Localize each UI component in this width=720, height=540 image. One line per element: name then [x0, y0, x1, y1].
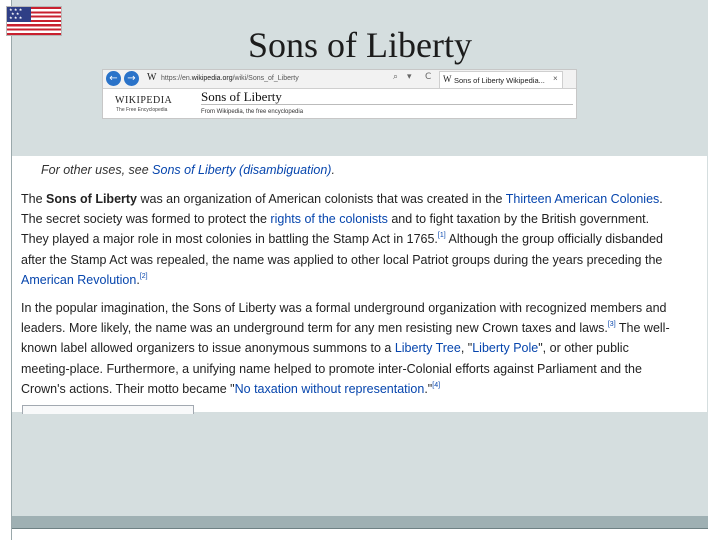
browser-toolbar [103, 70, 576, 89]
citation-1[interactable]: [1] [437, 232, 446, 240]
citation-4[interactable]: [4] [432, 381, 441, 389]
close-icon[interactable]: × [553, 74, 558, 83]
browser-screenshot [102, 69, 577, 119]
slide-bottom-bar [12, 516, 708, 528]
address-bar[interactable]: https://en.wikipedia.org/wiki/Sons_of_Liberty [161, 75, 299, 82]
no-taxation-link[interactable]: No taxation without representation [234, 381, 425, 396]
us-flag-icon: ★ ★ ★ ★ ★ ★ ★ ★ [6, 6, 62, 36]
liberty-tree-link[interactable]: Liberty Tree [394, 341, 461, 356]
citation-3[interactable]: [3] [607, 321, 616, 329]
slide-bottom-line [12, 528, 708, 529]
forward-arrow-icon[interactable]: → [124, 71, 139, 86]
paragraph-popular-imagination: In the popular imagination, the Sons of Liberty was a formal underground organization with recognized members and leaders. More likely, the name was an underground term for any men resisting new Crown taxes and laws.[3] The well- known label allowed organizers to issue anonymous summons to a Liberty Tree, "Liberty Pole", or other public meeting-place. Furthermore, a unifying name helped to promote inter-Colonial efforts against Parliament and the Crown's actions. Their motto became "No taxation without representation."[4] [21, 301, 670, 396]
citation-2[interactable]: [2] [139, 272, 148, 280]
browser-tab[interactable] [439, 71, 563, 88]
liberty-pole-link[interactable]: Liberty Pole [472, 341, 539, 356]
wikipedia-favicon-icon: W [147, 72, 157, 83]
from-wikipedia-note: From Wikipedia, the free encyclopedia [201, 109, 304, 115]
wikipedia-tagline: The Free Encyclopedia [116, 107, 168, 113]
hatnote: For other uses, see Sons of Liberty (disambiguation). [41, 163, 335, 177]
tab-title: Sons of Liberty Wikipedia... [454, 76, 545, 85]
dropdown-icon[interactable]: ▾ [407, 72, 412, 82]
american-revolution-link[interactable]: American Revolution [21, 272, 137, 287]
thirteen-colonies-link[interactable]: Thirteen American Colonies [505, 192, 660, 206]
rights-of-colonists-link[interactable]: rights of the colonists [270, 212, 388, 227]
slide-title: Sons of Liberty [248, 25, 472, 65]
article-body [12, 156, 707, 412]
infobox-edge [22, 405, 194, 414]
page-heading: Sons of Liberty [201, 89, 282, 104]
tab-favicon-icon: W [443, 74, 452, 84]
wikipedia-logo[interactable]: WIKIPEDIA [115, 95, 173, 106]
heading-divider [201, 104, 573, 105]
back-arrow-icon[interactable]: ← [106, 71, 121, 86]
article-subject: Sons of Liberty [46, 192, 137, 206]
search-icon[interactable]: ⌕ [393, 72, 399, 82]
disambiguation-link[interactable]: Sons of Liberty (disambiguation) [152, 163, 332, 177]
paragraph-intro: The Sons of Liberty was an organization of American colonists that was created in the Thirteen American Colonies. The secret society was formed to protect the rights of the colonists and to fight taxation by the British government. They played a major role in most colonies in battling the Stamp Act in 1765.[1] Although the group officially disbanded after the Stamp Act was repealed, the name was applied to other local Patriot groups during the years preceding the American Revolution.[2] [21, 192, 663, 287]
reload-icon[interactable]: C [425, 72, 432, 82]
